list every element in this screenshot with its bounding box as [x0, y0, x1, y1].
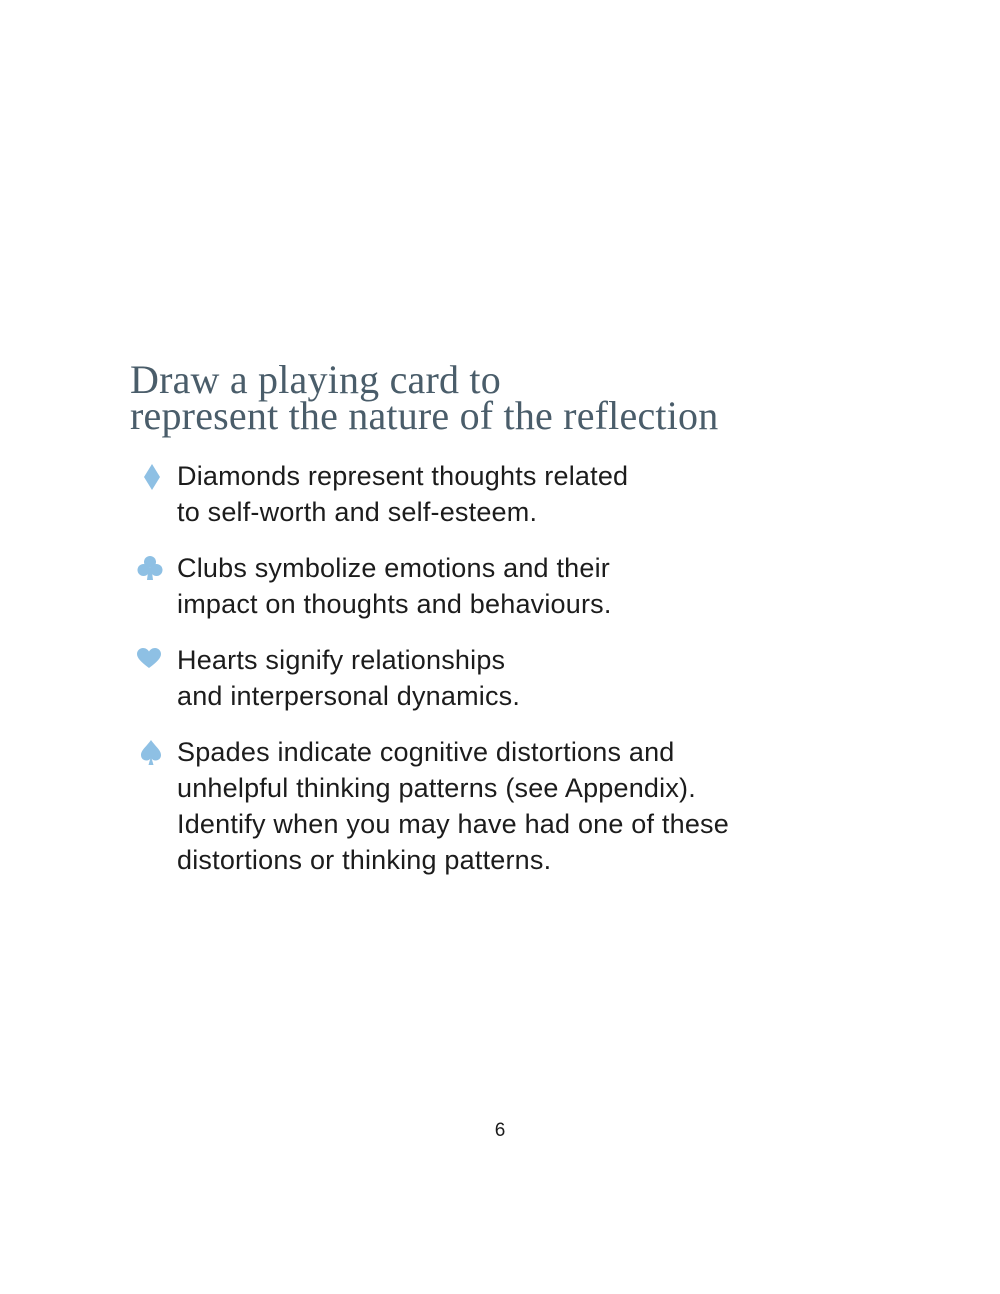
list-item-clubs [136, 550, 836, 622]
spades-line-4: distortions or thinking patterns. [177, 845, 552, 875]
diamonds-line-1: Diamonds represent thoughts related [177, 461, 629, 491]
page-heading [130, 357, 719, 438]
list-item-hearts [136, 642, 836, 714]
spades-text [177, 734, 836, 878]
hearts-line-1: Hearts signify relationships [177, 645, 506, 675]
list-item-spades [136, 734, 836, 878]
clubs-line-2: impact on thoughts and behaviours. [177, 589, 612, 619]
spade-icon [136, 738, 164, 766]
hearts-text [177, 642, 836, 714]
spades-line-3: Identify when you may have had one of these [177, 809, 729, 839]
clubs-text [177, 550, 836, 622]
hearts-line-2: and interpersonal dynamics. [177, 681, 521, 711]
page-number: 6 [494, 1120, 506, 1141]
spades-line-2: unhelpful thinking patterns (see Appendix). [177, 773, 696, 803]
club-icon [136, 554, 164, 582]
diamond-icon [136, 462, 164, 490]
clubs-line-1: Clubs symbolize emotions and their [177, 553, 610, 583]
diamonds-line-2: to self-worth and self-esteem. [177, 497, 538, 527]
heading-line-1: Draw a playing card to [130, 357, 501, 402]
diamonds-text [177, 458, 836, 530]
heading-line-2: represent the nature of the reflection [130, 393, 719, 438]
list-item-diamonds [136, 458, 836, 530]
spades-line-1: Spades indicate cognitive distortions and [177, 737, 675, 767]
card-suit-list [136, 458, 836, 898]
heart-icon [136, 646, 164, 674]
